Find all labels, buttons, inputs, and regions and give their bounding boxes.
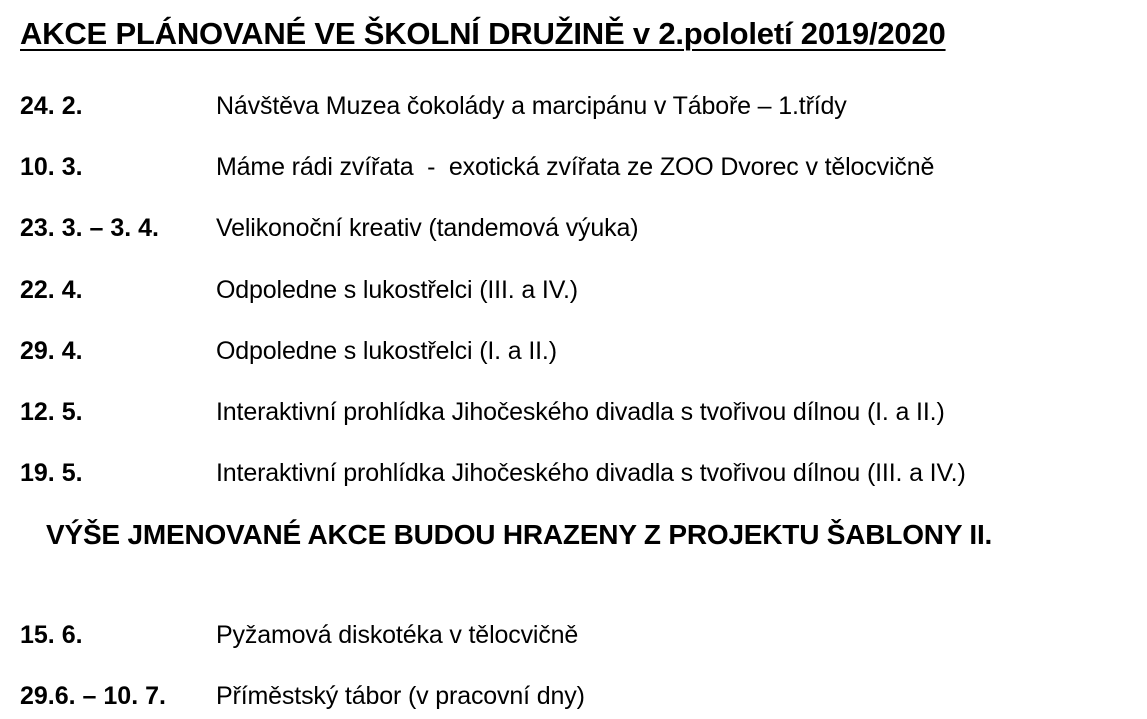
event-date: 23. 3. – 3. 4. — [20, 214, 159, 242]
event-date: 22. 4. — [20, 276, 83, 304]
event-date: 29.6. – 10. 7. — [20, 682, 166, 710]
event-description: Odpoledne s lukostřelci (III. a IV.) — [216, 276, 578, 304]
event-row — [20, 208, 638, 248]
event-description: Máme rádi zvířata - exotická zvířata ze ZOO Dvorec v tělocvičně — [216, 153, 935, 181]
funding-note: VÝŠE JMENOVANÉ AKCE BUDOU HRAZENY Z PROJEKTU ŠABLONY II. — [46, 519, 993, 550]
event-description: Pyžamová diskotéka v tělocvičně — [216, 621, 579, 649]
event-description: Interaktivní prohlídka Jihočeského divadla s tvořivou dílnou (III. a IV.) — [216, 459, 966, 487]
event-description: Návštěva Muzea čokolády a marcipánu v Táboře – 1.třídy — [216, 92, 847, 120]
event-date: 10. 3. — [20, 153, 83, 181]
event-row — [20, 86, 847, 126]
event-date: 12. 5. — [20, 398, 83, 426]
event-description: Příměstský tábor (v pracovní dny) — [216, 682, 585, 710]
extra-event-row — [20, 676, 585, 716]
event-row — [20, 392, 945, 432]
event-date: 29. 4. — [20, 337, 83, 365]
event-description: Velikonoční kreativ (tandemová výuka) — [216, 214, 639, 242]
event-date: 15. 6. — [20, 621, 83, 649]
event-row — [20, 453, 966, 493]
event-row — [20, 331, 557, 371]
event-date: 19. 5. — [20, 459, 83, 487]
event-description: Interaktivní prohlídka Jihočeského divadla s tvořivou dílnou (I. a II.) — [216, 398, 945, 426]
event-row — [20, 270, 578, 310]
event-row — [20, 147, 934, 187]
page-title: AKCE PLÁNOVANÉ VE ŠKOLNÍ DRUŽINĚ v 2.pololetí 2019/2020 — [20, 16, 946, 51]
extra-event-row — [20, 615, 578, 655]
event-date: 24. 2. — [20, 92, 83, 120]
event-description: Odpoledne s lukostřelci (I. a II.) — [216, 337, 557, 365]
